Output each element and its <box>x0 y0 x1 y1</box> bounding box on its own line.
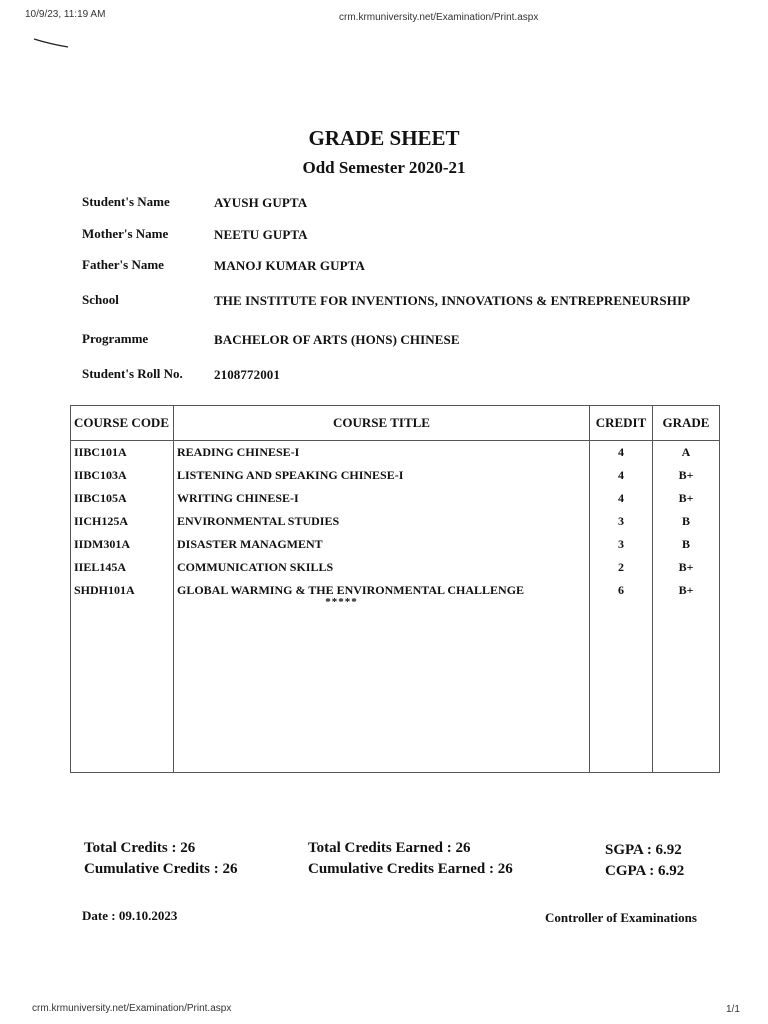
mother-name-value: NEETU GUPTA <box>214 227 308 242</box>
course-grade: B+ <box>653 464 720 487</box>
course-code: SHDH101A <box>71 579 174 602</box>
pen-mark <box>32 36 72 50</box>
course-grade: A <box>653 441 720 465</box>
programme-label: Programme <box>82 331 149 346</box>
course-title: ENVIRONMENTAL STUDIES <box>174 510 590 533</box>
course-code: IIBC105A <box>71 487 174 510</box>
roll-number-label: Student's Roll No. <box>82 366 183 381</box>
course-grade: B+ <box>653 579 720 602</box>
course-code: IIBC101A <box>71 441 174 465</box>
print-url-footer: crm.krmuniversity.net/Examination/Print.aspx <box>32 1003 232 1014</box>
course-title: DISASTER MANAGMENT <box>174 533 590 556</box>
student-name-value: AYUSH GUPTA <box>214 195 308 210</box>
course-code: IIDM301A <box>71 533 174 556</box>
page-number: 1/1 <box>726 1004 740 1015</box>
total-credits-earned: Total Credits Earned : 26 <box>308 840 471 856</box>
header-grade: GRADE <box>653 406 720 441</box>
header-course-title: COURSE TITLE <box>174 406 590 441</box>
course-grade: B <box>653 533 720 556</box>
school-value: THE INSTITUTE FOR INVENTIONS, INNOVATIONS & ENTREPRENEURSHIP <box>214 293 691 308</box>
course-grade: B+ <box>653 556 720 579</box>
end-of-list-marker: ***** <box>325 596 358 608</box>
course-title: READING CHINESE-I <box>174 441 590 465</box>
course-grade: B+ <box>653 487 720 510</box>
roll-number-value: 2108772001 <box>214 367 280 382</box>
course-code: IIBC103A <box>71 464 174 487</box>
course-credit: 4 <box>590 487 653 510</box>
page-title: GRADE SHEET <box>308 126 460 150</box>
course-credit: 6 <box>590 579 653 602</box>
programme-value: BACHELOR OF ARTS (HONS) CHINESE <box>214 332 460 347</box>
table-filler-row <box>71 602 720 773</box>
course-credit: 4 <box>590 441 653 465</box>
course-title: COMMUNICATION SKILLS <box>174 556 590 579</box>
course-credit: 4 <box>590 464 653 487</box>
course-credit: 3 <box>590 510 653 533</box>
course-credit: 3 <box>590 533 653 556</box>
mother-name-label: Mother's Name <box>82 226 169 241</box>
table-row <box>71 464 720 487</box>
course-code: IICH125A <box>71 510 174 533</box>
cumulative-credits-earned: Cumulative Credits Earned : 26 <box>308 861 513 877</box>
table-row <box>71 441 720 465</box>
table-row <box>71 556 720 579</box>
student-name-label: Student's Name <box>82 194 170 209</box>
cgpa: CGPA : 6.92 <box>605 863 685 879</box>
total-credits: Total Credits : 26 <box>84 840 196 856</box>
course-grade: B <box>653 510 720 533</box>
header-credit: CREDIT <box>590 406 653 441</box>
header-course-code: COURSE CODE <box>71 406 174 441</box>
father-name-value: MANOJ KUMAR GUPTA <box>214 258 365 273</box>
table-row <box>71 487 720 510</box>
issue-date: Date : 09.10.2023 <box>82 908 178 923</box>
semester-subtitle: Odd Semester 2020-21 <box>302 158 466 177</box>
course-title: WRITING CHINESE-I <box>174 487 590 510</box>
school-label: School <box>82 292 119 307</box>
course-credit: 2 <box>590 556 653 579</box>
table-header-row <box>71 406 720 441</box>
grades-table <box>70 405 720 773</box>
cumulative-credits: Cumulative Credits : 26 <box>84 861 238 877</box>
father-name-label: Father's Name <box>82 257 164 272</box>
sgpa: SGPA : 6.92 <box>605 842 682 858</box>
table-row <box>71 510 720 533</box>
print-url-header: crm.krmuniversity.net/Examination/Print.aspx <box>339 12 539 23</box>
course-title: GLOBAL WARMING & THE ENVIRONMENTAL CHALLENGE <box>174 579 590 602</box>
print-timestamp: 10/9/23, 11:19 AM <box>25 9 106 20</box>
course-code: IIEL145A <box>71 556 174 579</box>
table-row <box>71 533 720 556</box>
course-title: LISTENING AND SPEAKING CHINESE-I <box>174 464 590 487</box>
signatory: Controller of Examinations <box>545 910 697 925</box>
